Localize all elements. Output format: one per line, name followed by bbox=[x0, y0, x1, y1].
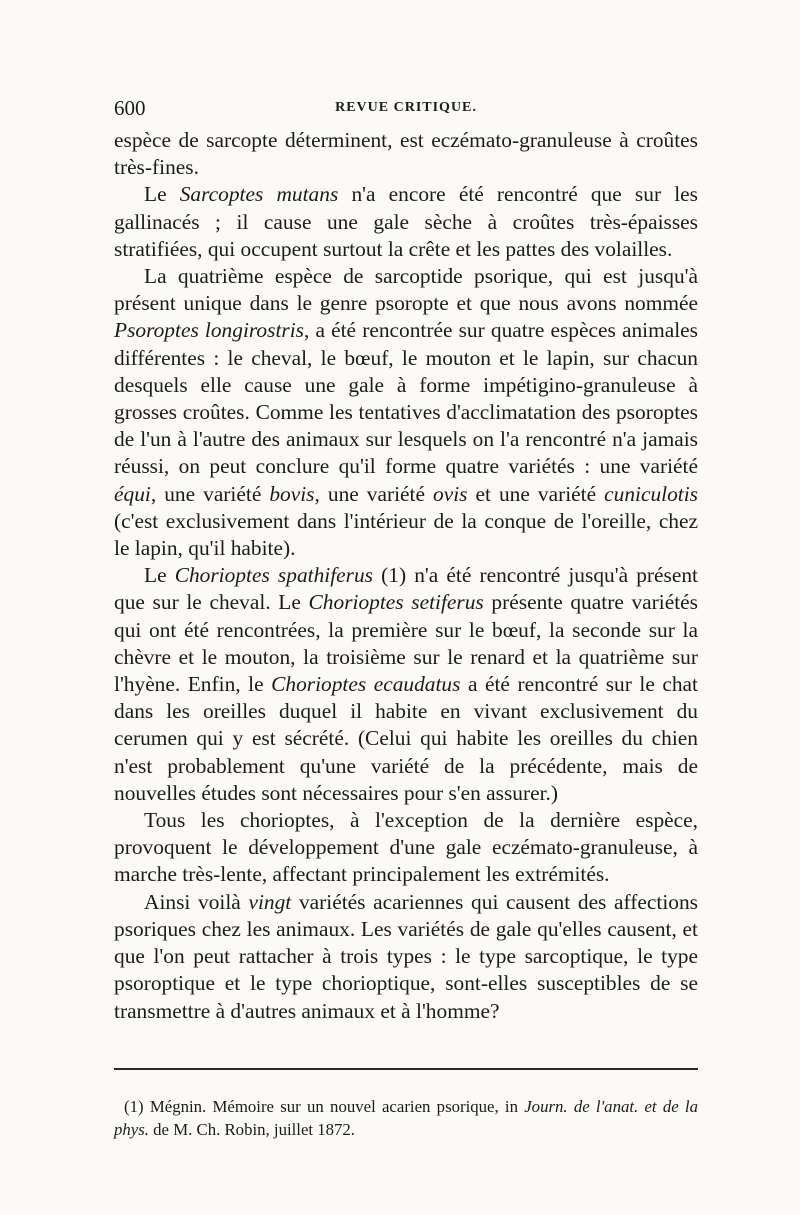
paragraph-3 bbox=[114, 263, 698, 562]
page-number: 600 bbox=[114, 96, 146, 120]
variety-name: bovis bbox=[269, 481, 315, 506]
text-run: de M. Ch. Robin, juillet 1872. bbox=[148, 1119, 356, 1139]
running-title: REVUE CRITIQUE. bbox=[335, 100, 477, 115]
species-name: Sarcoptes mutans bbox=[179, 182, 339, 207]
species-name: Chorioptes spathiferus bbox=[174, 563, 373, 588]
footnote bbox=[114, 1095, 698, 1141]
footnote-rule bbox=[114, 1068, 698, 1070]
variety-name: équi bbox=[114, 481, 151, 506]
text-run: (1) n'a été rencontré jusqu'à présent que sur le cheval. Le bbox=[114, 563, 698, 615]
text-run: (c'est exclusivement dans l'intérieur de la conque de l'oreille, chez le lapin, qu'il habite). bbox=[114, 508, 698, 561]
text-run: variétés acariennes qui causent des affections psoriques chez les animaux. Les variétés de gale qu'elles causent, et que l'on peut rattacher à trois types : le type sarcoptique, le type psoroptique et le type chorioptique, sont-elles susceptibles de se transmettre à d'autres animaux et à l'homme? bbox=[114, 889, 699, 1023]
paragraph-2 bbox=[114, 181, 698, 263]
variety-name: cuniculotis bbox=[604, 481, 698, 506]
species-name: Chorioptes ecaudatus bbox=[271, 672, 461, 697]
text-run: (1) Mégnin. Mémoire sur un nouvel acarien psorique, in bbox=[124, 1096, 525, 1116]
text-run: Le bbox=[144, 182, 180, 207]
species-name: Psoroptes longirostris bbox=[114, 318, 304, 343]
journal-title: Journ. de l'anat. et de la phys. bbox=[114, 1096, 698, 1139]
paragraph-5: Tous les chorioptes, à l'exception de la dernière espèce, provoquent le développement d'une gale eczémato-granuleuse, à marche très-lente, affectant principalement les extrémités. bbox=[114, 808, 698, 887]
text-run: La quatrième espèce de sarcoptide psorique, qui est jusqu'à présent unique dans le genre psoropte et que nous avons nommée bbox=[114, 264, 698, 316]
paragraph-6 bbox=[114, 889, 698, 1025]
running-head bbox=[114, 96, 698, 124]
body-text bbox=[114, 127, 698, 1025]
paragraph-4 bbox=[114, 562, 698, 807]
text-run: Ainsi voilà bbox=[144, 889, 249, 914]
species-name: Chorioptes setiferus bbox=[308, 590, 484, 615]
text-run: Le bbox=[144, 563, 175, 588]
text-run: , une variété bbox=[314, 481, 434, 506]
paragraph-1: espèce de sarcopte déterminent, est eczémato-granuleuse à croûtes très-fines. bbox=[114, 128, 698, 180]
variety-name: ovis bbox=[433, 481, 468, 506]
text-run: a été rencontré sur le chat dans les oreilles duquel il habite en vivant exclusivement du cerumen qui y est sécrété. (Celui qui habite les oreilles du chien n'est probablement qu'une variété de la précédente, mais de nouvelles études sont nécessaires pour s'en assurer.) bbox=[114, 672, 698, 805]
text-run: , une variété bbox=[150, 481, 270, 506]
text-run: n'a encore été rencontré que sur les gallinacés ; il cause une gale sèche à croûtes très-épaisses stratifiées, qui occupent surtout la crête et les pattes des volailles. bbox=[114, 182, 698, 261]
emphasized-word: vingt bbox=[248, 889, 292, 914]
text-run: présente quatre variétés qui ont été rencontrées, la première sur le bœuf, la seconde sur la chèvre et le mouton, la troisième sur le renard et la quatrième sur l'hyène. Enfin, le bbox=[114, 590, 698, 697]
text-run: et une variété bbox=[467, 481, 605, 506]
text-run: , a été rencontrée sur quatre espèces animales différentes : le cheval, le bœuf, le mouton et le lapin, sur chacun desquels elle cause une gale à forme impétigino-granuleuse à grosses croûtes. Comme les tentatives d'acclimatation des psoroptes de l'un à l'autre des animaux sur lesquels on l'a rencontré n'a jamais réussi, on peut conclure qu'il forme quatre variétés : une variété bbox=[114, 318, 698, 479]
